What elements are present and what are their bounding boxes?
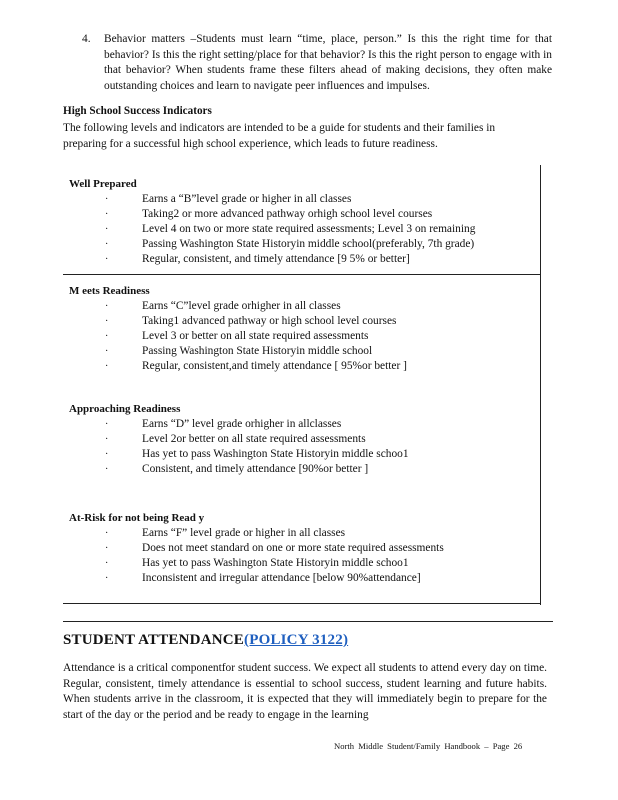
bullet-icon: · — [105, 449, 109, 460]
bullet-icon: · — [105, 558, 109, 569]
item-text: Has yet to pass Washington State Historyin middle schoo1 — [142, 448, 409, 460]
item-text: Earns “F” level grade or higher in all classes — [142, 527, 346, 539]
item-text: Passing Washington State Historyin middle school — [142, 345, 373, 357]
level-at-risk — [69, 511, 539, 586]
bullet-icon: · — [105, 361, 109, 372]
list-item — [69, 417, 539, 432]
item-text: Earns a “B”level grade or higher in all classes — [142, 193, 352, 205]
list-item — [69, 192, 539, 207]
bullet-icon: · — [105, 331, 109, 342]
bullet-icon: · — [105, 543, 109, 554]
indicator-list — [69, 299, 539, 374]
bullet-icon: · — [105, 346, 109, 357]
attendance-paragraph: Attendance is a critical componentfor student success. We expect all students to attend every day on time. Regular, consistent, timely attendance is essential to school success, student learning and future habits. When students arrive in the classroom, it is expected that they will immediately begin to prepare for the start of the day or the period and be ready to engage in the learning — [63, 662, 547, 721]
list-item — [69, 207, 539, 222]
list-item — [69, 462, 539, 477]
list-item — [69, 541, 539, 556]
intro-paragraph: The following levels and indicators are intended to be a guide for students and their families in preparing for a successful high school experience, which leads to future readiness. — [63, 122, 496, 150]
bullet-icon: · — [105, 224, 109, 235]
item-text: Earns “C”level grade orhigher in all classes — [142, 300, 341, 312]
item-text: Inconsistent and irregular attendance [below 90%attendance] — [142, 572, 421, 584]
level-title: M eets Readiness — [69, 285, 150, 297]
bullet-icon: · — [105, 434, 109, 445]
item-text: Level 2or better on all state required assessments — [142, 433, 366, 445]
bullet-icon: · — [105, 573, 109, 584]
bullet-icon: · — [105, 464, 109, 475]
table-border-bottom — [63, 603, 541, 604]
list-item — [69, 432, 539, 447]
bullet-icon: · — [105, 239, 109, 250]
page-footer: North Middle Student/Family Handbook – Page 26 — [334, 741, 523, 751]
policy-link[interactable]: (POLICY 3122) — [244, 632, 349, 648]
item-text: Taking1 advanced pathway or high school level courses — [142, 315, 397, 327]
list-item — [69, 314, 539, 329]
item-text: Has yet to pass Washington State Historyin middle schoo1 — [142, 557, 409, 569]
list-item — [69, 571, 539, 586]
section-separator — [63, 621, 553, 622]
list-item — [69, 447, 539, 462]
bullet-icon: · — [105, 316, 109, 327]
item-text: Level 4 on two or more state required assessments; Level 3 on remaining — [142, 223, 476, 235]
attendance-heading — [63, 632, 348, 649]
item-text: Consistent, and timely attendance [90%or better ] — [142, 463, 369, 475]
list-item — [69, 556, 539, 571]
list-number: 4. — [82, 33, 91, 45]
level-meets-readiness — [69, 284, 539, 374]
bullet-icon: · — [105, 194, 109, 205]
indicator-list — [69, 417, 539, 477]
behavior-item — [82, 32, 552, 94]
bullet-icon: · — [105, 209, 109, 220]
behavior-paragraph: Behavior matters –Students must learn “time, place, person.” Is this the right time for that behavior? Is this the right setting/place for that behavior? Is this the right person to engage with in that behavior? When students frame these filters ahead of making decisions, they often make outstanding choices and learn to navigate peer influences and impulses. — [104, 33, 552, 92]
list-item — [69, 299, 539, 314]
bullet-icon: · — [105, 419, 109, 430]
level-approaching-readiness — [69, 402, 539, 477]
list-item — [69, 329, 539, 344]
section-heading: High School Success Indicators — [63, 105, 212, 117]
list-item — [69, 252, 539, 267]
item-text: Regular, consistent,and timely attendance [ 95%or better ] — [142, 360, 407, 372]
bullet-icon: · — [105, 301, 109, 312]
list-item — [69, 344, 539, 359]
level-title: Approaching Readiness — [69, 403, 181, 415]
item-text: Earns “D” level grade orhigher in allclasses — [142, 418, 342, 430]
table-border-right — [540, 165, 541, 605]
item-text: Does not meet standard on one or more state required assessments — [142, 542, 444, 554]
list-item — [69, 526, 539, 541]
list-item — [69, 359, 539, 374]
level-title: At-Risk for not being Read y — [69, 512, 205, 524]
table-row-divider — [63, 274, 541, 275]
attendance-title: STUDENT ATTENDANCE — [63, 632, 245, 648]
indicator-list — [69, 526, 539, 586]
indicator-list — [69, 192, 539, 267]
bullet-icon: · — [105, 528, 109, 539]
bullet-icon: · — [105, 254, 109, 265]
item-text: Passing Washington State Historyin middle school(preferably, 7th grade) — [142, 238, 475, 250]
level-title: Well Prepared — [69, 178, 137, 190]
list-item — [69, 237, 539, 252]
level-well-prepared — [69, 177, 539, 267]
item-text: Regular, consistent, and timely attendance [9 5% or better] — [142, 253, 410, 265]
item-text: Taking2 or more advanced pathway orhigh school level courses — [142, 208, 433, 220]
item-text: Level 3 or better on all state required assessments — [142, 330, 369, 342]
list-item — [69, 222, 539, 237]
